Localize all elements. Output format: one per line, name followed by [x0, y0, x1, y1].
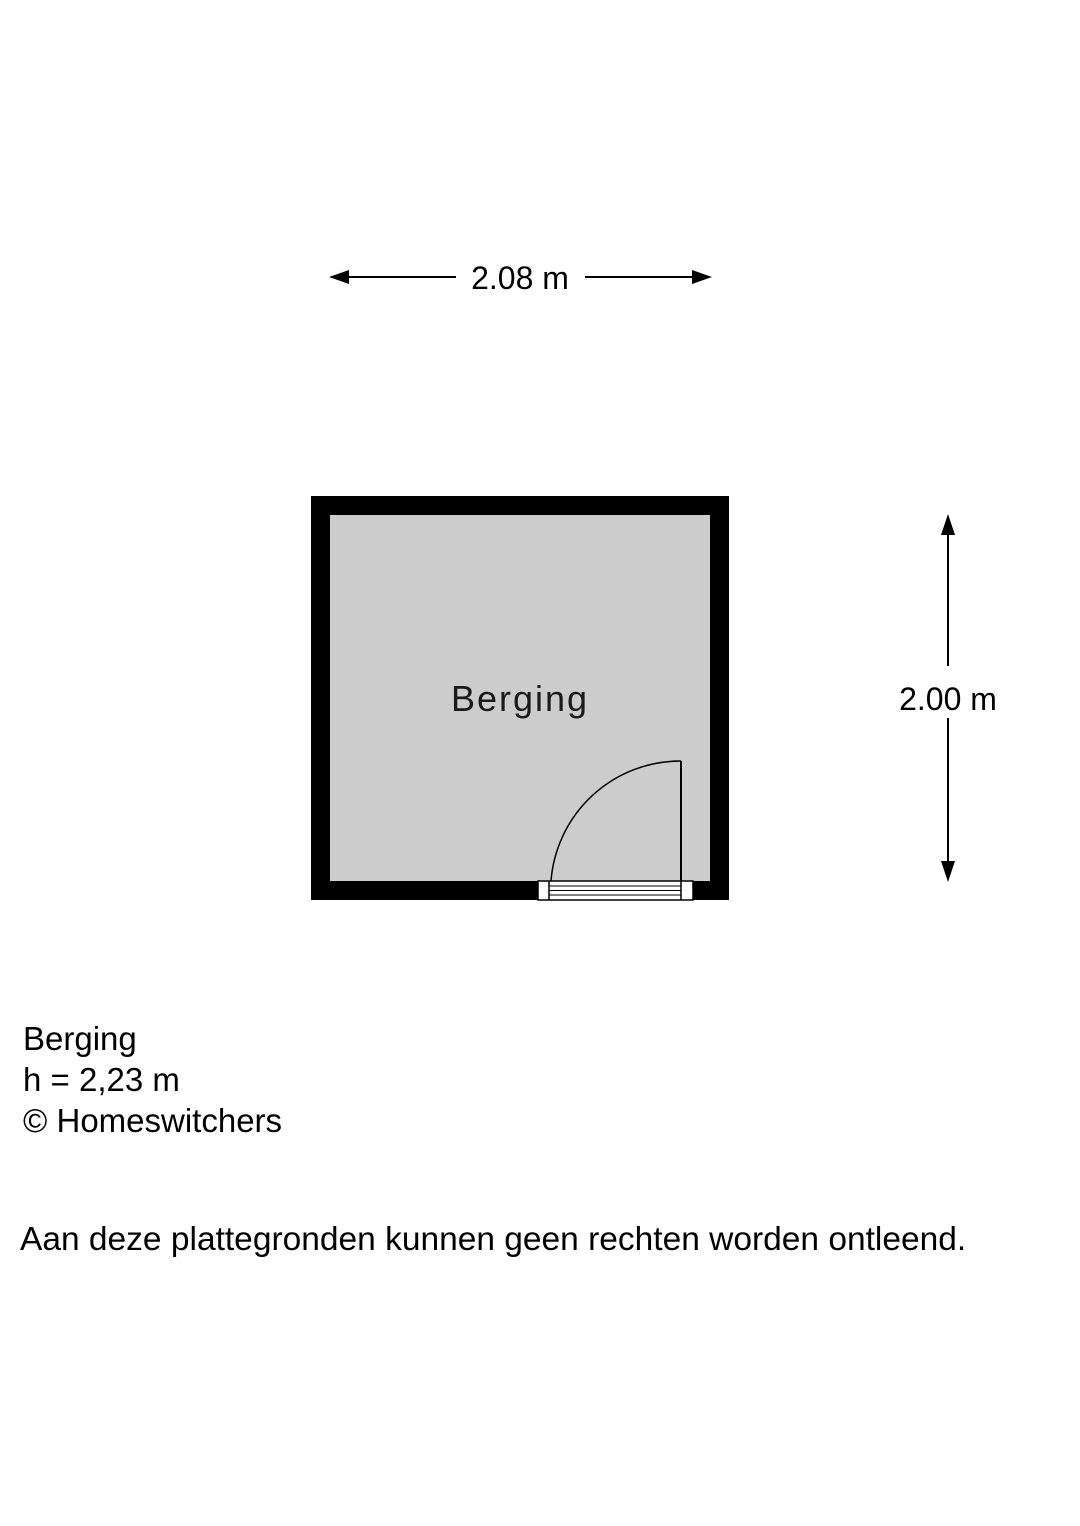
info-copyright: © Homeswitchers	[23, 1102, 283, 1139]
height-arrowhead-bottom	[941, 861, 955, 882]
wall-bottom-left	[311, 881, 538, 900]
room-label: Berging	[450, 678, 590, 719]
height-dimension-label: 2.00 m	[899, 681, 997, 717]
width-arrowhead-right	[692, 270, 712, 284]
width-arrowhead-left	[329, 270, 349, 284]
height-dimension-indicator	[899, 514, 997, 882]
info-ceiling-height: h = 2,23 m	[23, 1061, 180, 1098]
wall-top	[311, 496, 729, 515]
wall-bottom-right	[693, 881, 729, 900]
width-dimension-label: 2.08 m	[471, 260, 569, 296]
wall-left	[311, 496, 330, 900]
info-room-name: Berging	[23, 1020, 137, 1057]
height-arrowhead-top	[941, 514, 955, 535]
room-info	[23, 1018, 282, 1141]
wall-right	[710, 496, 729, 900]
width-dimension-indicator	[329, 260, 712, 296]
disclaimer-text: Aan deze plattegronden kunnen geen rechten worden ontleend.	[20, 1221, 967, 1258]
